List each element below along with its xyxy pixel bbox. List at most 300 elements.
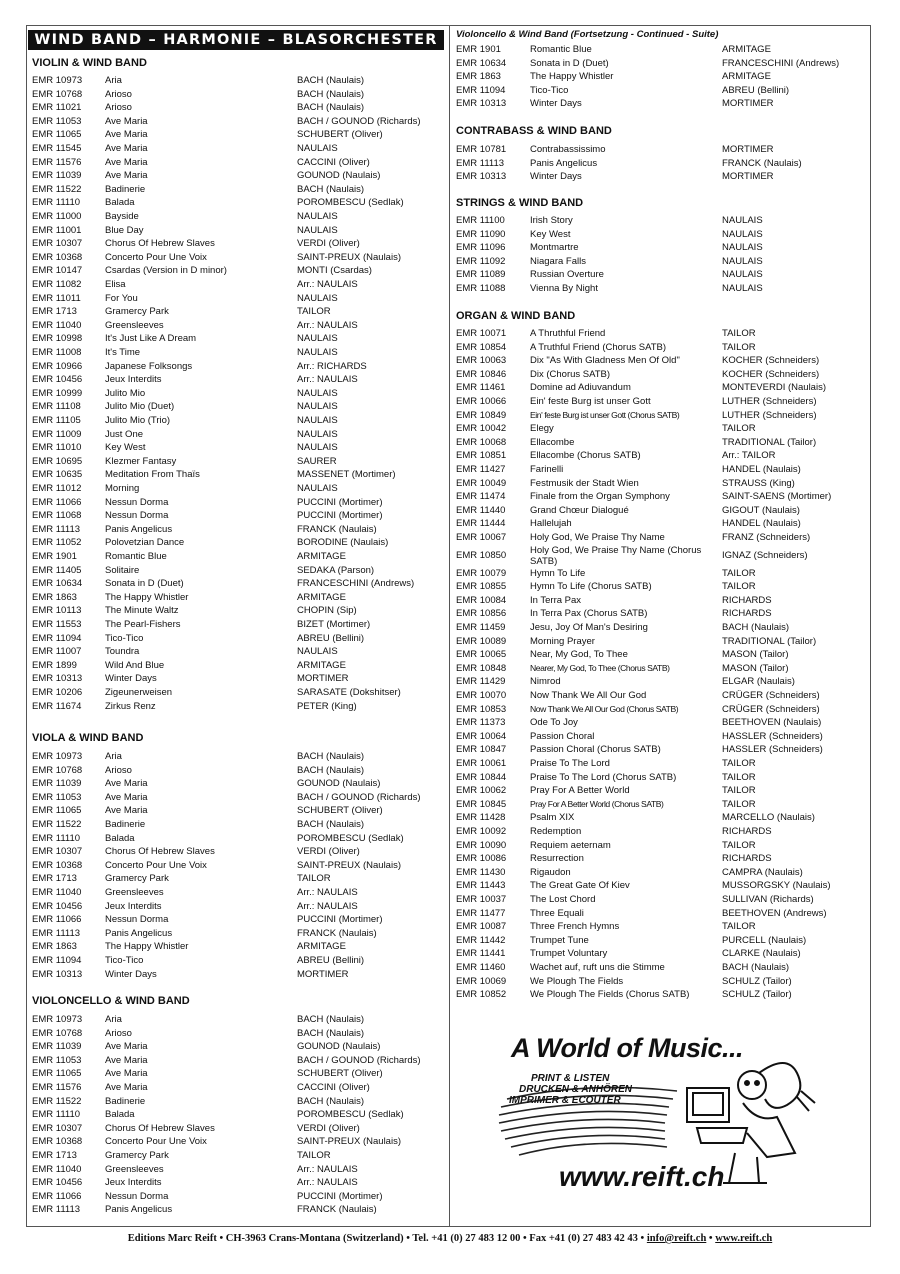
composer: BACH (Naulais) xyxy=(297,1014,365,1025)
composer: HASSLER (Schneiders) xyxy=(722,730,823,742)
work-title: Ave Maria xyxy=(105,1041,148,1053)
catalog-number: EMR 11040 xyxy=(32,319,82,331)
work-title: Julito Mio xyxy=(105,387,146,399)
work-title: Festmusik der Stadt Wien xyxy=(530,477,639,489)
catalog-number: EMR 11477 xyxy=(456,907,506,919)
footer-email-link[interactable]: info@reift.ch xyxy=(646,1233,707,1244)
catalog-number: EMR 11113 xyxy=(32,927,81,939)
catalog-number: EMR 11461 xyxy=(456,382,506,394)
work-title: Arioso xyxy=(105,88,132,100)
work-title: Jeux Interdits xyxy=(105,374,162,386)
work-title: Montmartre xyxy=(530,242,579,254)
work-title: Sonata in D (Duet) xyxy=(530,57,609,69)
catalog-number: EMR 10973 xyxy=(32,751,83,762)
work-title: The Pearl-Fishers xyxy=(105,619,181,630)
work-title: Balada xyxy=(105,832,135,844)
section-title-strings: STRINGS & WIND BAND xyxy=(456,197,584,209)
composer: BACH (Naulais) xyxy=(297,764,365,776)
catalog-number: EMR 10368 xyxy=(32,251,83,263)
composer: NAULAIS xyxy=(297,428,338,440)
section-title-organ: ORGAN & WIND BAND xyxy=(456,310,576,322)
catalog-number: EMR 10456 xyxy=(32,374,83,386)
composer: TRADITIONAL (Tailor) xyxy=(722,635,817,647)
work-title: Holy God, We Praise Thy Name xyxy=(530,532,665,543)
catalog-number: EMR 10456 xyxy=(32,900,83,912)
composer: SCHULZ (Tailor) xyxy=(722,989,792,1001)
catalog-number: EMR 10768 xyxy=(32,1027,83,1039)
work-title: Key West xyxy=(105,442,146,454)
work-title: Contrabassissimo xyxy=(530,144,606,155)
catalog-number: EMR 11065 xyxy=(32,1068,82,1080)
section-title-violoncello: VIOLONCELLO & WIND BAND xyxy=(32,995,190,1007)
catalog-number: EMR 11088 xyxy=(456,283,506,294)
catalog-number: EMR 11008 xyxy=(32,347,82,358)
catalog-number: EMR 10846 xyxy=(456,368,507,380)
composer: ARMITAGE xyxy=(722,71,771,83)
catalog-number: EMR 1901 xyxy=(456,44,501,55)
composer: MORTIMER xyxy=(722,98,774,110)
composer: NAULAIS xyxy=(297,483,338,494)
catalog-number: EMR 11459 xyxy=(456,622,506,633)
work-title: Arioso xyxy=(105,1027,132,1039)
work-title: Wild And Blue xyxy=(105,659,165,671)
work-title: Praise To The Lord xyxy=(530,758,610,769)
composer: LUTHER (Schneiders) xyxy=(722,409,817,421)
work-title: Concerto Pour Une Voix xyxy=(105,1136,207,1148)
composer: CACCINI (Oliver) xyxy=(297,156,370,168)
composer: MASSENET (Mortimer) xyxy=(297,469,396,481)
catalog-number: EMR 11522 xyxy=(32,819,82,830)
work-title: Morning Prayer xyxy=(530,635,595,647)
composer: VERDI (Oliver) xyxy=(297,238,360,250)
work-title: Polovetzian Dance xyxy=(105,537,185,549)
work-title: Nearer, My God, To Thee (Chorus SATB) xyxy=(530,662,670,673)
catalog-number: EMR 10368 xyxy=(32,859,83,871)
catalog-number: EMR 10855 xyxy=(456,581,507,593)
work-title: Gramercy Park xyxy=(105,1150,169,1161)
composer: NAULAIS xyxy=(297,211,338,222)
catalog-number: EMR 11052 xyxy=(32,537,82,549)
catalog-number: EMR 11011 xyxy=(32,292,81,304)
composer: MUSSORGSKY (Naulais) xyxy=(722,880,831,892)
work-title: Now Thank We All Our God xyxy=(530,690,647,701)
work-title: Balada xyxy=(105,1109,135,1121)
catalog-number: EMR 11429 xyxy=(456,676,506,688)
catalog-number: EMR 11094 xyxy=(456,84,506,96)
catalog-number: EMR 11039 xyxy=(32,778,82,790)
work-title: Psalm XIX xyxy=(530,812,575,824)
composer: PETER (King) xyxy=(297,700,357,712)
catalog-number: EMR 11110 xyxy=(32,197,81,209)
composer: ABREU (Bellini) xyxy=(722,84,790,96)
catalog-number: EMR 10844 xyxy=(456,771,507,783)
work-title: In Terra Pax xyxy=(530,594,582,606)
work-title: Ein' feste Burg ist unser Gott (Chorus SATB) xyxy=(530,409,680,420)
work-title: Pray For A Better World (Chorus SATB) xyxy=(530,798,664,809)
composer: NAULAIS xyxy=(722,228,763,240)
composer: SCHUBERT (Oliver) xyxy=(297,1068,383,1080)
composer: FRANZ (Schneiders) xyxy=(722,532,811,543)
work-title: Now Thank We All Our God (Chorus SATB) xyxy=(530,703,679,714)
work-title: Julito Mio (Duet) xyxy=(105,401,175,413)
catalog-number: EMR 1863 xyxy=(32,941,77,953)
composer: ABREU (Bellini) xyxy=(297,955,365,966)
composer: SEDAKA (Parson) xyxy=(297,564,375,576)
composer: CLARKE (Naulais) xyxy=(722,948,801,960)
work-title: Ave Maria xyxy=(105,805,148,817)
work-title: Concerto Pour Une Voix xyxy=(105,251,207,263)
catalog-number: EMR 10852 xyxy=(456,989,507,1001)
composer: FRANCK (Naulais) xyxy=(297,523,377,535)
composer: SAURER xyxy=(297,455,337,467)
catalog-number: EMR 10307 xyxy=(32,238,83,250)
catalog-number: EMR 11576 xyxy=(32,156,82,168)
catalog-number: EMR 1901 xyxy=(32,551,77,562)
composer: GOUNOD (Naulais) xyxy=(297,1041,381,1053)
work-title: Arioso xyxy=(105,102,132,114)
catalog-number: EMR 10768 xyxy=(32,764,83,776)
composer: NAULAIS xyxy=(722,242,763,254)
catalog-number: EMR 11082 xyxy=(32,279,82,290)
catalog-number: EMR 11110 xyxy=(32,832,81,844)
work-title: Chorus Of Hebrew Slaves xyxy=(105,846,215,858)
composer: BACH (Naulais) xyxy=(297,102,365,114)
composer: GOUNOD (Naulais) xyxy=(297,778,381,790)
catalog-number: EMR 11443 xyxy=(456,880,506,892)
composer: Arr.: RICHARDS xyxy=(297,360,367,372)
work-title: Badinerie xyxy=(105,183,146,195)
work-title: The Happy Whistler xyxy=(105,591,189,603)
work-title: Chorus Of Hebrew Slaves xyxy=(105,1122,215,1134)
composer: BACH (Naulais) xyxy=(297,819,365,830)
catalog-number: EMR 10087 xyxy=(456,921,507,933)
work-title: We Plough The Fields xyxy=(530,975,624,987)
catalog-number: EMR 1899 xyxy=(32,659,77,671)
composer: SARASATE (Dokshitser) xyxy=(297,687,401,698)
footer-separator: • xyxy=(708,1233,713,1244)
catalog-number: EMR 11012 xyxy=(32,483,82,494)
work-title: Gramercy Park xyxy=(105,306,169,318)
composer: BACH / GOUNOD (Richards) xyxy=(297,115,421,127)
composer: NAULAIS xyxy=(297,387,338,399)
work-title: Chorus Of Hebrew Slaves xyxy=(105,238,215,250)
composer: PUCCINI (Mortimer) xyxy=(297,496,383,508)
composer: ARMITAGE xyxy=(297,551,346,562)
work-title: Hymn To Life (Chorus SATB) xyxy=(530,581,652,593)
composer: MORTIMER xyxy=(722,171,774,183)
composer: KOCHER (Schneiders) xyxy=(722,355,820,367)
work-title: Elisa xyxy=(105,279,126,290)
catalog-number: EMR 10635 xyxy=(32,469,83,481)
composer: TAILOR xyxy=(722,581,756,593)
catalog-number: EMR 10849 xyxy=(456,409,507,421)
work-title: Wachet auf, ruft uns die Stimme xyxy=(530,962,665,973)
composer: MARCELLO (Naulais) xyxy=(722,812,815,824)
catalog-number: EMR 11053 xyxy=(32,791,82,803)
composer: BORODINE (Naulais) xyxy=(297,537,389,549)
work-title: Farinelli xyxy=(530,464,564,475)
catalog-number: EMR 10206 xyxy=(32,687,83,698)
section-title-contrabass: CONTRABASS & WIND BAND xyxy=(456,125,612,137)
catalog-number: EMR 11545 xyxy=(32,143,82,154)
composer: ABREU (Bellini) xyxy=(297,632,365,644)
composer: TRADITIONAL (Tailor) xyxy=(722,436,817,448)
catalog-number: EMR 11065 xyxy=(32,805,82,817)
composer: ARMITAGE xyxy=(297,591,346,603)
composer: MORTIMER xyxy=(297,968,349,980)
work-title: Nessun Dorma xyxy=(105,510,169,522)
catalog-number: EMR 11053 xyxy=(32,1054,82,1066)
work-title: Passion Choral (Chorus SATB) xyxy=(530,744,661,756)
work-title: Key West xyxy=(530,228,571,240)
composer: NAULAIS xyxy=(297,224,338,236)
advert-tagline-1: PRINT & LISTEN xyxy=(531,1073,610,1084)
work-title: Panis Angelicus xyxy=(105,523,173,535)
work-title: Gramercy Park xyxy=(105,873,169,885)
composer: MONTI (Csardas) xyxy=(297,265,372,277)
work-title: Concerto Pour Une Voix xyxy=(105,859,207,871)
work-title: For You xyxy=(105,292,138,304)
work-title: It's Just Like A Dream xyxy=(105,333,197,345)
work-title: Panis Angelicus xyxy=(105,927,173,939)
catalog-number: EMR 10090 xyxy=(456,839,507,851)
composer: TAILOR xyxy=(297,1150,331,1161)
catalog-number: EMR 10307 xyxy=(32,1122,83,1134)
composer: VERDI (Oliver) xyxy=(297,846,360,858)
composer: POROMBESCU (Sedlak) xyxy=(297,832,404,844)
catalog-number: EMR 10847 xyxy=(456,744,507,756)
work-title: The Great Gate Of Kiev xyxy=(530,880,630,892)
catalog-number: EMR 10086 xyxy=(456,853,507,865)
footer-publisher: Editions Marc Reift • CH-3963 Crans-Montana (Switzerland) • Tel. +41 (0) 27 483 12 00 • Fax +41 (0) 27 483 42 43 • xyxy=(127,1233,645,1244)
composer: TAILOR xyxy=(722,839,756,851)
catalog-number: EMR 11105 xyxy=(32,415,81,426)
work-title: Nessun Dorma xyxy=(105,1190,169,1202)
work-title: Rigaudon xyxy=(530,866,571,878)
work-title: Panis Angelicus xyxy=(105,1204,173,1216)
catalog-number: EMR 11522 xyxy=(32,1095,82,1107)
composer: SCHUBERT (Oliver) xyxy=(297,129,383,141)
work-title: Nessun Dorma xyxy=(105,914,169,926)
catalog-number: EMR 11021 xyxy=(32,102,82,114)
composer: NAULAIS xyxy=(722,269,763,281)
work-title: Irish Story xyxy=(530,215,573,226)
catalog-number: EMR 10973 xyxy=(32,1014,83,1025)
catalog-number: EMR 10069 xyxy=(456,975,507,987)
catalog-number: EMR 10634 xyxy=(32,578,83,590)
work-title: Bayside xyxy=(105,211,139,222)
catalog-number: EMR 11428 xyxy=(456,812,506,824)
catalog-number: EMR 10848 xyxy=(456,662,507,674)
footer-web-link[interactable]: www.reift.ch xyxy=(715,1233,773,1244)
catalog-number: EMR 11522 xyxy=(32,183,82,195)
work-title: Arioso xyxy=(105,764,132,776)
work-title: Aria xyxy=(105,1014,122,1025)
catalog-number: EMR 11427 xyxy=(456,464,506,475)
composer: TAILOR xyxy=(722,341,756,353)
work-title: Dix (Chorus SATB) xyxy=(530,368,611,380)
work-title: Redemption xyxy=(530,826,582,837)
work-title: Greensleeves xyxy=(105,887,164,898)
composer: IGNAZ (Schneiders) xyxy=(722,549,808,561)
work-title: Finale from the Organ Symphony xyxy=(530,491,670,503)
catalog-number: EMR 10695 xyxy=(32,455,83,467)
composer: NAULAIS xyxy=(297,415,338,426)
composer: KOCHER (Schneiders) xyxy=(722,368,820,380)
work-title: The Happy Whistler xyxy=(530,71,614,83)
composer: SCHULZ (Tailor) xyxy=(722,975,792,987)
work-title: Ave Maria xyxy=(105,1082,148,1093)
catalog-number: EMR 10307 xyxy=(32,846,83,858)
composer: MASON (Tailor) xyxy=(722,662,789,674)
work-title: Ave Maria xyxy=(105,156,148,168)
composer: CRÜGER (Schneiders) xyxy=(722,690,820,701)
composer: FRANCK (Naulais) xyxy=(297,927,377,939)
catalog-number: EMR 1863 xyxy=(32,591,77,603)
catalog-number: EMR 11113 xyxy=(456,157,505,169)
catalog-number: EMR 10850 xyxy=(456,549,507,561)
catalog-number: EMR 10634 xyxy=(456,57,507,69)
work-title: Solitaire xyxy=(105,564,140,576)
composer: BACH (Naulais) xyxy=(297,88,365,100)
work-title: Ave Maria xyxy=(105,1054,148,1066)
work-title: Zigeunerweisen xyxy=(105,687,173,698)
work-title: Zirkus Renz xyxy=(105,700,156,712)
composer: TAILOR xyxy=(722,423,756,435)
work-title: Jeux Interdits xyxy=(105,900,162,912)
work-title: Julito Mio (Trio) xyxy=(105,415,171,426)
catalog-number: EMR 11039 xyxy=(32,1041,82,1053)
column-divider xyxy=(449,25,450,1227)
catalog-number: EMR 10068 xyxy=(456,436,507,448)
composer: CAMPRA (Naulais) xyxy=(722,866,803,878)
catalog-number: EMR 11040 xyxy=(32,1163,82,1175)
composer: NAULAIS xyxy=(297,143,338,154)
catalog-number: EMR 11442 xyxy=(456,934,506,946)
catalog-number: EMR 10067 xyxy=(456,532,507,543)
footer xyxy=(0,1233,900,1244)
composer: NAULAIS xyxy=(722,215,763,226)
composer: SAINT-PREUX (Naulais) xyxy=(297,859,401,871)
work-title: Pray For A Better World xyxy=(530,785,630,797)
composer: NAULAIS xyxy=(297,333,338,345)
catalog-number: EMR 11007 xyxy=(32,646,82,658)
catalog-number: EMR 10066 xyxy=(456,396,507,407)
catalog-number: EMR 10973 xyxy=(32,75,83,86)
composer: ARMITAGE xyxy=(297,941,346,953)
work-title: Passion Choral xyxy=(530,730,595,742)
work-title: Requiem aeternam xyxy=(530,839,611,851)
composer: SULLIVAN (Richards) xyxy=(722,894,814,905)
work-title: Near, My God, To Thee xyxy=(530,649,628,661)
catalog-number: EMR 10062 xyxy=(456,785,507,797)
work-title: Meditation From Thaïs xyxy=(105,469,200,481)
composer: Arr.: NAULAIS xyxy=(297,279,358,290)
catalog-number: EMR 11441 xyxy=(456,948,506,960)
composer: TAILOR xyxy=(722,921,756,933)
work-title: Trumpet Voluntary xyxy=(530,948,608,960)
composer: ELGAR (Naulais) xyxy=(722,676,795,688)
work-title: Hallelujah xyxy=(530,518,572,530)
catalog-number: EMR 10089 xyxy=(456,635,507,647)
work-title: Ave Maria xyxy=(105,129,148,141)
composer: STRAUSS (King) xyxy=(722,477,795,489)
catalog-number: EMR 11674 xyxy=(32,700,82,712)
catalog-number: EMR 11553 xyxy=(32,619,82,630)
catalog-number: EMR 10998 xyxy=(32,333,83,345)
catalog-number: EMR 11094 xyxy=(32,955,82,966)
advert-box xyxy=(497,1033,832,1203)
composer: PUCCINI (Mortimer) xyxy=(297,510,383,522)
work-title: Winter Days xyxy=(105,968,157,980)
work-title: Jeux Interdits xyxy=(105,1177,162,1189)
composer: NAULAIS xyxy=(297,442,338,454)
work-title: Ave Maria xyxy=(105,1068,148,1080)
composer: GIGOUT (Naulais) xyxy=(722,504,800,516)
work-title: Winter Days xyxy=(530,171,582,183)
work-title: Klezmer Fantasy xyxy=(105,455,177,467)
catalog-number: EMR 11090 xyxy=(456,228,506,240)
catalog-number: EMR 10070 xyxy=(456,690,507,701)
composer: BACH (Naulais) xyxy=(297,751,365,762)
catalog-number: EMR 10768 xyxy=(32,88,83,100)
composer: POROMBESCU (Sedlak) xyxy=(297,1109,404,1121)
catalog-number: EMR 10854 xyxy=(456,341,507,353)
work-title: Dix "As With Gladness Men Of Old" xyxy=(530,355,680,367)
work-title: Domine ad Adiuvandum xyxy=(530,382,631,394)
advert-url[interactable]: www.reift.ch xyxy=(559,1161,725,1192)
catalog-number: EMR 10851 xyxy=(456,450,507,462)
composer: NAULAIS xyxy=(297,401,338,413)
catalog-number: EMR 11010 xyxy=(32,442,82,454)
catalog-number: EMR 11110 xyxy=(32,1109,81,1121)
work-title: Balada xyxy=(105,197,135,209)
catalog-number: EMR 11094 xyxy=(32,632,82,644)
work-title: Csardas (Version in D minor) xyxy=(105,265,227,277)
work-title: Ave Maria xyxy=(105,778,148,790)
catalog-number: EMR 10313 xyxy=(32,968,83,980)
work-title: A Thruthful Friend xyxy=(530,328,606,339)
composer: SCHUBERT (Oliver) xyxy=(297,805,383,817)
catalog-number: EMR 11039 xyxy=(32,170,82,182)
composer: RICHARDS xyxy=(722,826,772,837)
catalog-number: EMR 10084 xyxy=(456,594,507,606)
composer: PUCCINI (Mortimer) xyxy=(297,914,383,926)
composer: ARMITAGE xyxy=(297,659,346,671)
composer: SAINT-SAENS (Mortimer) xyxy=(722,491,832,503)
catalog-number: EMR 10064 xyxy=(456,730,507,742)
composer: TAILOR xyxy=(722,567,756,579)
catalog-number: EMR 11000 xyxy=(32,211,82,222)
work-title: Tico-Tico xyxy=(530,84,569,96)
composer: TAILOR xyxy=(722,758,756,769)
work-title: Aria xyxy=(105,75,122,86)
catalog-number: EMR 11065 xyxy=(32,129,82,141)
composer: BACH (Naulais) xyxy=(297,75,365,86)
composer: CACCINI (Oliver) xyxy=(297,1082,370,1093)
catalog-number: EMR 10092 xyxy=(456,826,507,837)
catalog-number: EMR 10071 xyxy=(456,328,507,339)
work-title: Tico-Tico xyxy=(105,632,144,644)
composer: BACH (Naulais) xyxy=(297,1095,365,1107)
catalog-number: EMR 11053 xyxy=(32,115,82,127)
composer: TAILOR xyxy=(722,785,756,797)
composer: BACH (Naulais) xyxy=(722,962,790,973)
catalog-number: EMR 10113 xyxy=(32,605,82,617)
work-title: Romantic Blue xyxy=(105,551,167,562)
composer: FRANCK (Naulais) xyxy=(722,157,802,169)
catalog-number: EMR 1713 xyxy=(32,873,77,885)
